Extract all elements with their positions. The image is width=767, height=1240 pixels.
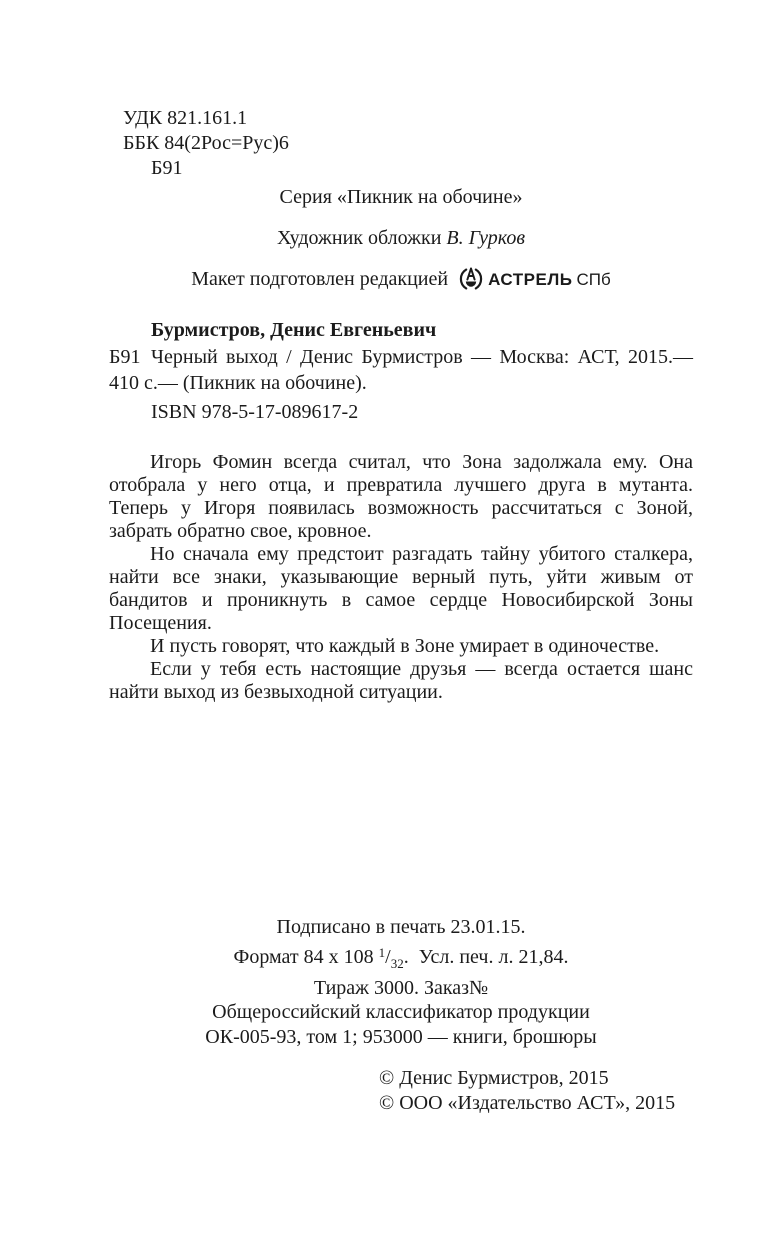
- udk-line: УДК 821.161.1: [123, 107, 248, 129]
- imprint-print-run-line: Тираж 3000. Заказ№: [313, 977, 489, 999]
- fraction-slash: /: [385, 946, 391, 968]
- bib-author-line: Бурмистров, Денис Евгеньевич: [151, 319, 437, 341]
- bib-entry-row: [109, 344, 693, 396]
- annotation-block: [109, 451, 693, 704]
- publisher-city: СПб: [576, 269, 611, 289]
- format-prefix: Формат 84 х 108: [233, 946, 379, 968]
- isbn-line: ISBN 978-5-17-089617-2: [151, 401, 359, 423]
- series-line: Серия «Пикник на обочине»: [279, 186, 523, 208]
- artist-name: В. Гурков: [446, 227, 526, 249]
- copyright-author-line: © Денис Бурмистров, 2015: [379, 1067, 609, 1089]
- layout-credit-label: Макет подготовлен редакцией: [191, 267, 449, 290]
- cover-artist-line: [109, 226, 693, 251]
- text-column: [109, 0, 693, 1240]
- author-code-line: Б91: [151, 157, 183, 179]
- copyright-publisher-line: © ООО «Издательство АСТ», 2015: [379, 1092, 676, 1114]
- publisher-name: АСТРЕЛЬ: [488, 269, 573, 289]
- publisher-logo: [458, 266, 611, 292]
- classifier-title-line: Общероссийский классификатор продукции: [212, 1001, 590, 1023]
- bbk-line: ББК 84(2Рос=Рус)6: [123, 132, 289, 154]
- annotation-paragraph: Но сначала ему предстоит разгадать тайну убитого сталкера, найти все знаки, указывающие верный путь, уйти живым от бандитов и проникнуть в самое сердце Новосибирской Зоны Посещения.: [109, 543, 693, 634]
- layout-credit-line: [109, 266, 693, 292]
- annotation-paragraph: И пусть говорят, что каждый в Зоне умирает в одиночестве.: [150, 635, 660, 657]
- classifier-code-line: ОК-005-93, том 1; 953000 — книги, брошюры: [205, 1026, 597, 1048]
- fraction-denominator: 32: [390, 956, 404, 971]
- bib-description: Черный выход / Денис Бурмистров — Москва: АСТ, 2015.— 410 с.— (Пикник на обочине).: [109, 346, 693, 394]
- copyright-block: [109, 1066, 693, 1116]
- fraction-numerator: 1: [378, 945, 386, 960]
- classifier-block: [109, 1000, 693, 1050]
- imprint-format-line: [109, 940, 693, 976]
- bib-author-code: Б91: [109, 346, 141, 368]
- format-fraction: [378, 945, 404, 971]
- artist-label: Художник обложки: [276, 227, 442, 249]
- imprint-block: [109, 915, 693, 1001]
- astrel-logo-icon: [458, 266, 484, 292]
- annotation-paragraph: Игорь Фомин всегда считал, что Зона задолжала ему. Она отобрала у него отца, и превратила лучшего друга в мутанта. Теперь у Игоря появилась возможность рассчитаться с Зоной, забрать обратно свое, кровное.: [109, 451, 693, 542]
- cataloging-block: [109, 106, 693, 181]
- format-suffix: . Усл. печ. л. 21,84.: [403, 946, 569, 968]
- imprint-date-line: Подписано в печать 23.01.15.: [276, 916, 526, 938]
- annotation-paragraph: Если у тебя есть настоящие друзья — всегда остается шанс найти выход из безвыходной ситуации.: [109, 658, 693, 703]
